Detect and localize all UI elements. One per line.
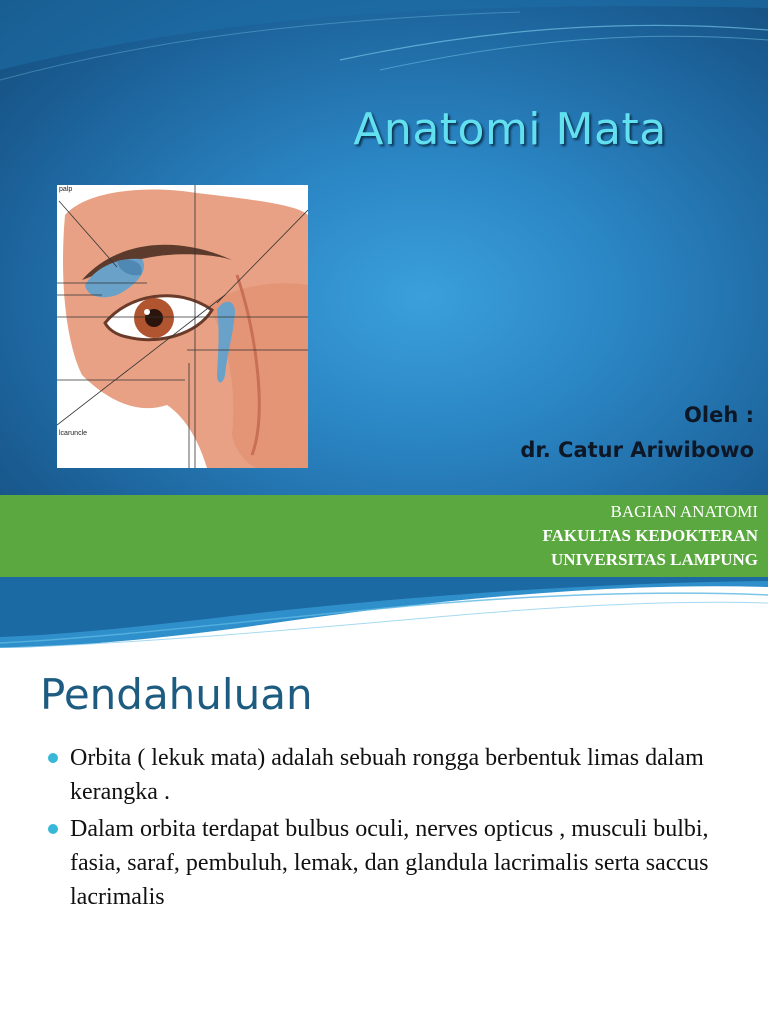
figure-label-top: palp xyxy=(59,186,73,193)
slide-title: Anatomi Mata xyxy=(353,104,667,155)
author-label: Oleh : xyxy=(684,403,754,427)
institution-text xyxy=(542,500,758,572)
author-block xyxy=(520,398,754,468)
section-title: Pendahuluan xyxy=(40,670,313,719)
bullet-icon xyxy=(48,753,58,763)
institution-line-3: UNIVERSITAS LAMPUNG xyxy=(550,550,758,569)
list-item-text: Orbita ( lekuk mata) adalah sebuah rongga berbentuk limas dalam kerangka . xyxy=(70,745,704,805)
author-name: dr. Catur Ariwibowo xyxy=(520,438,754,462)
institution-line-2: FAKULTAS KEDOKTERAN xyxy=(542,526,758,545)
list-item-text: Dalam orbita terdapat bulbus oculi, nerves opticus , musculi bulbi, fasia, saraf, pembuluh, lemak, dan glandula lacrimalis serta saccus lacrimalis xyxy=(70,816,709,910)
content-slide xyxy=(0,648,768,1024)
bullet-icon xyxy=(48,824,58,834)
eye-anatomy-figure xyxy=(57,185,308,468)
list-item xyxy=(48,812,748,914)
bullet-list xyxy=(48,741,748,917)
list-item xyxy=(48,741,748,809)
bottom-wave-decoration xyxy=(0,577,768,648)
figure-label-bottom: lcaruncle xyxy=(59,430,88,437)
institution-line-1: BAGIAN ANATOMI xyxy=(610,502,758,521)
top-wave-decoration xyxy=(0,0,768,90)
